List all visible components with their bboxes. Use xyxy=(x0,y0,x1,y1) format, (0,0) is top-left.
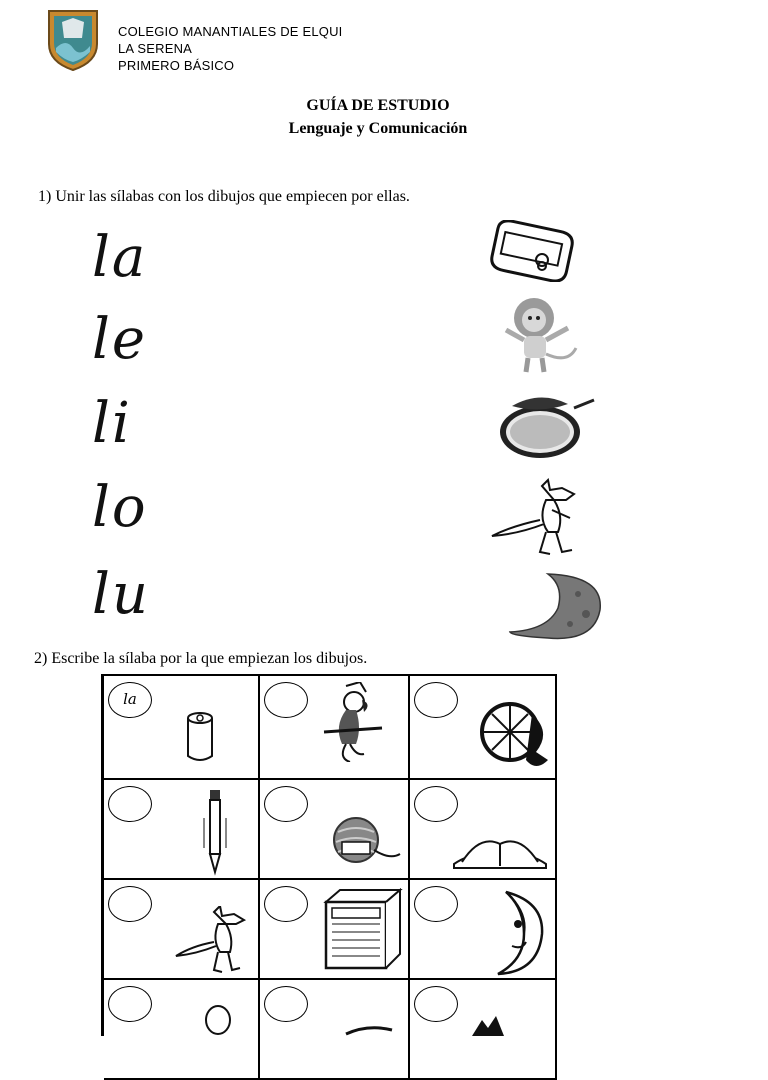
can-icon xyxy=(184,710,216,764)
grid-cell[interactable] xyxy=(104,980,260,1080)
guide-title: GUÍA DE ESTUDIO xyxy=(306,97,450,114)
partial-drawing xyxy=(200,998,236,1038)
lemon-icon xyxy=(494,390,600,462)
answer-bubble[interactable] xyxy=(108,986,152,1022)
syllable-lu: lu xyxy=(92,562,150,627)
syllable-la: la xyxy=(92,225,148,290)
answer-bubble[interactable] xyxy=(108,886,152,922)
answer-bubble-example: la xyxy=(108,682,152,718)
grid-cell[interactable] xyxy=(260,676,410,780)
parrot-icon xyxy=(316,682,392,762)
answer-bubble[interactable] xyxy=(264,682,308,718)
answer-bubble[interactable] xyxy=(108,786,152,822)
partial-drawing xyxy=(344,1020,394,1036)
grid-cell[interactable] xyxy=(260,980,410,1080)
answer-bubble[interactable] xyxy=(414,682,458,718)
syllable-grid xyxy=(101,674,557,1036)
grid-cell[interactable] xyxy=(260,880,410,980)
pencil-icon xyxy=(200,788,230,876)
moon-icon xyxy=(476,890,546,976)
school-grade: PRIMERO BÁSICO xyxy=(118,58,235,73)
school-city: LA SERENA xyxy=(118,41,193,56)
partial-drawing xyxy=(468,1014,508,1038)
school-info xyxy=(118,23,343,74)
wool-icon xyxy=(330,814,402,872)
wolf-icon xyxy=(488,478,588,558)
school-name: COLEGIO MANANTIALES DE ELQUI xyxy=(118,24,343,39)
wolf-icon xyxy=(174,906,250,974)
exercise-1-instruction: 1) Unir las sílabas con los dibujos que empiecen por ellas. xyxy=(38,188,410,205)
grid-cell[interactable] xyxy=(410,676,557,780)
lion-icon xyxy=(488,294,584,376)
moon-icon xyxy=(508,572,604,642)
grid-cell xyxy=(104,676,260,780)
grid-cell[interactable] xyxy=(410,880,557,980)
answer-bubble[interactable] xyxy=(264,886,308,922)
book-icon xyxy=(448,826,552,872)
syllable-li: li xyxy=(92,391,132,456)
answer-bubble[interactable] xyxy=(264,986,308,1022)
exercise-2-instruction: 2) Escribe la sílaba por la que empiezan los dibujos. xyxy=(34,650,368,667)
answer-bubble[interactable] xyxy=(414,886,458,922)
washing-machine-icon xyxy=(320,888,404,972)
school-crest-icon xyxy=(46,8,100,72)
answer-bubble[interactable] xyxy=(414,986,458,1022)
page-title xyxy=(0,94,756,140)
grid-cell[interactable] xyxy=(260,780,410,880)
grid-cell[interactable] xyxy=(410,980,557,1080)
answer-bubble[interactable] xyxy=(264,786,308,822)
lemon-slice-icon xyxy=(476,698,552,774)
syllable-le: le xyxy=(92,307,148,372)
subject-title: Lenguaje y Comunicación xyxy=(288,120,468,137)
grid-cell[interactable] xyxy=(104,780,260,880)
syllable-lo: lo xyxy=(92,475,148,540)
answer-bubble[interactable] xyxy=(414,786,458,822)
grid-cell[interactable] xyxy=(104,880,260,980)
grid-cell[interactable] xyxy=(410,780,557,880)
can-icon xyxy=(490,220,574,282)
